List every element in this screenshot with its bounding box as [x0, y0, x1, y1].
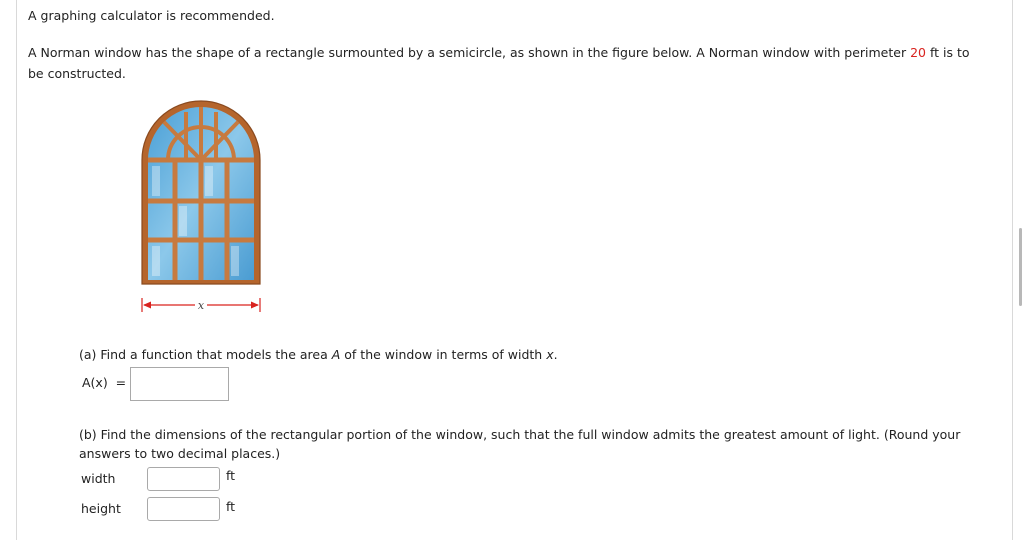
height-unit: ft [226, 499, 236, 514]
arrowhead-left [143, 302, 151, 309]
width-label: width [81, 471, 116, 486]
width-label-x: x [197, 299, 205, 312]
height-input[interactable] [147, 497, 220, 521]
vertical-scrollbar[interactable] [1019, 228, 1022, 306]
perimeter-value: 20 [910, 45, 926, 60]
calculator-note: A graphing calculator is recommended. [28, 8, 275, 23]
height-label: height [81, 501, 121, 516]
problem-text-1: A Norman window has the shape of a rectangle surmounted by a semicircle, as shown in the figure below. A Norman window with perimeter [28, 45, 911, 60]
width-input[interactable] [147, 467, 220, 491]
part-a-prompt [79, 345, 558, 365]
problem-statement-line2: be constructed. [28, 66, 126, 81]
problem-text-2: ft is to [925, 45, 970, 60]
part-a-text-3: . [553, 347, 558, 362]
part-b-prompt-line2: answers to two decimal places.) [79, 446, 281, 461]
norman-window-figure [138, 100, 264, 322]
part-a-text-1: (a) Find a function that models the area [79, 347, 332, 362]
area-function-label: A(x) = [82, 375, 127, 390]
width-unit: ft [226, 468, 236, 483]
part-b-prompt-line1: (b) Find the dimensions of the rectangular portion of the window, such that the full window admits the greatest amount of light. (Round your [79, 427, 961, 442]
part-a-var-x: x [546, 347, 554, 362]
part-a-text-2: of the window in terms of width [340, 347, 547, 362]
problem-statement-line1 [28, 43, 970, 63]
arrowhead-right [251, 302, 259, 309]
part-a-var-A: A [331, 347, 341, 362]
area-function-input[interactable] [130, 367, 229, 401]
